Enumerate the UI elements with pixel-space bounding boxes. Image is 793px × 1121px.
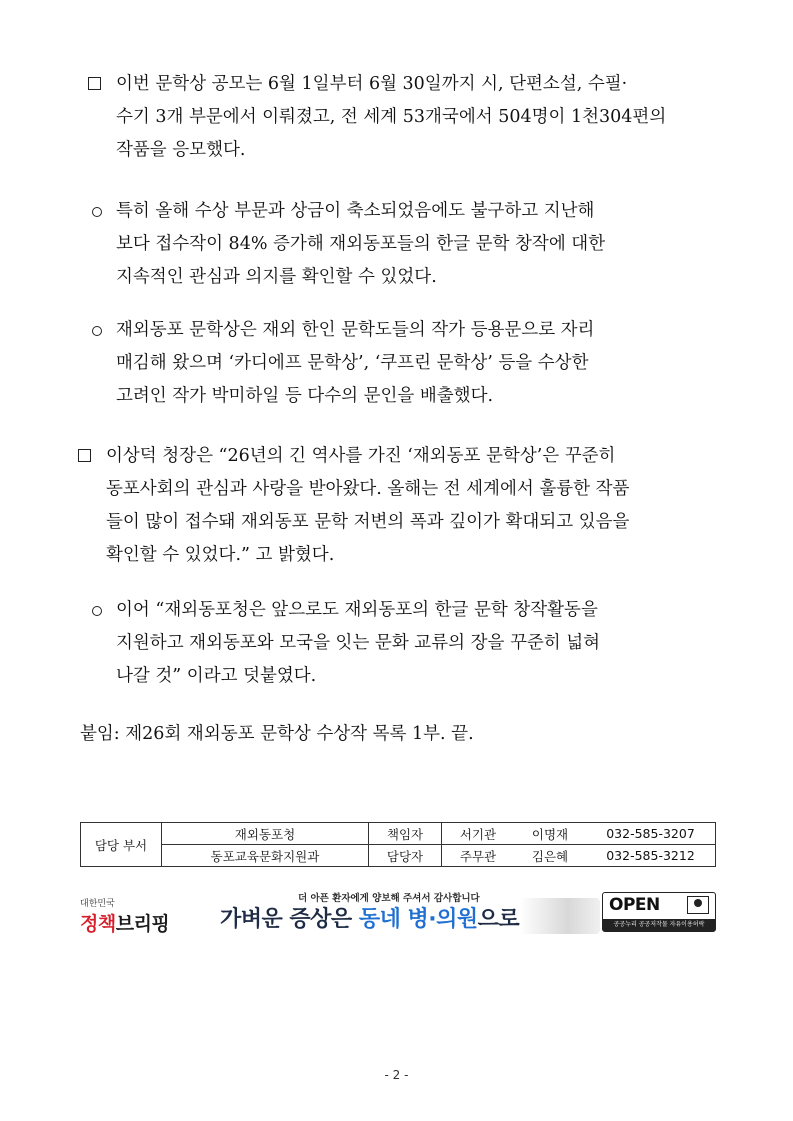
text-line: 재외동포 문학상은 재외 한인 문학도들의 작가 등용문으로 자리 — [116, 320, 595, 340]
name-cell: 김은혜 — [514, 845, 586, 867]
clinic-campaign-banner[interactable] — [220, 888, 660, 940]
paragraph-award-history — [88, 314, 728, 413]
brand-small-text: 대한민국 — [80, 899, 115, 909]
role-cell: 책임자 — [369, 823, 442, 845]
campaign-headline — [220, 902, 519, 933]
text-line: 지원하고 재외동포와 모국을 잇는 문화 교류의 장을 꾸준히 넓혀 — [116, 633, 601, 653]
text-line: 수기 3개 부문에서 이뤄졌고, 전 세계 53개국에서 504명이 1천304편의 — [116, 107, 667, 127]
paragraph-commissioner-quote — [78, 440, 728, 572]
brand-text: 브리핑 — [115, 913, 170, 935]
table-row — [81, 845, 716, 867]
circle-bullet-icon — [88, 594, 108, 628]
circle-bullet-icon — [88, 314, 108, 348]
attachment-note: 붙임: 제26회 재외동포 문학상 수상작 목록 1부. 끝. — [80, 724, 474, 744]
text-line: 고려인 작가 박미하일 등 다수의 문인을 배출했다. — [116, 386, 494, 406]
title-cell: 서기관 — [442, 823, 515, 845]
headline-part: 가벼운 증상은 — [220, 907, 359, 932]
text-line: 이상덕 청장은 “26년의 긴 역사를 가진 ‘재외동포 문학상’은 꾸준히 — [106, 446, 616, 466]
contact-table — [80, 822, 716, 867]
page-number: - 2 - — [384, 1068, 409, 1082]
text-line: 매김해 왔으며 ‘카디에프 문학상’, ‘쿠프린 문학상’ 등을 수상한 — [116, 353, 589, 373]
footer-banner — [80, 888, 720, 940]
text-line: 이어 “재외동포청은 앞으로도 재외동포의 한글 문학 창작활동을 — [116, 600, 598, 620]
text-line: 확인할 수 있었다.” 고 밝혔다. — [106, 545, 335, 565]
org-cell: 동포교육문화지원과 — [162, 845, 369, 867]
paragraph-contest-overview — [88, 68, 728, 167]
square-bullet-icon — [88, 68, 108, 102]
text-line: 들이 많이 접수돼 재외동포 문학 저변의 폭과 깊이가 확대되고 있음을 — [106, 512, 630, 532]
dept-label: 담당 부서 — [81, 823, 162, 867]
text-line: 지속적인 관심과 의지를 확인할 수 있었다. — [116, 267, 437, 287]
org-cell: 재외동포청 — [162, 823, 369, 845]
text-line: 이번 문학상 공모는 6월 1일부터 6월 30일까지 시, 단편소설, 수필· — [116, 74, 628, 94]
campaign-subtitle: 더 아픈 환자에게 양보해 주셔서 감사합니다 — [298, 893, 480, 904]
paragraph-submission-increase — [88, 195, 728, 294]
hospital-illustration-icon — [520, 898, 600, 934]
open-license-badge[interactable] — [602, 892, 716, 932]
circle-bullet-icon — [88, 195, 108, 229]
headline-part: 으로 — [477, 907, 520, 932]
text-line: 특히 올해 수상 부문과 상금이 축소되었음에도 불구하고 지난해 — [116, 201, 595, 221]
role-cell: 담당자 — [369, 845, 442, 867]
text-line: 나갈 것” 이라고 덧붙였다. — [116, 666, 317, 686]
name-cell: 이명재 — [514, 823, 586, 845]
text-line: 동포사회의 관심과 사랑을 받아왔다. 올해는 전 세계에서 훌륭한 작품 — [106, 479, 630, 499]
title-cell: 주무관 — [442, 845, 515, 867]
text-line: 보다 접수작이 84% 증가해 재외동포들의 한글 문학 창작에 대한 — [116, 234, 606, 254]
phone-cell: 032-585-3207 — [586, 823, 716, 845]
text-line: 작품을 응모했다. — [116, 140, 246, 160]
license-caption: 공공누리 공공저작물 자유이용허락 — [603, 919, 715, 931]
open-text: OPEN — [609, 895, 660, 915]
attribution-person-icon — [687, 896, 709, 914]
table-row — [81, 823, 716, 845]
paragraph-future-support — [88, 594, 728, 693]
phone-cell: 032-585-3212 — [586, 845, 716, 867]
headline-highlight: 동네 병·의원 — [358, 907, 478, 932]
brand-text-red: 정책 — [80, 913, 116, 935]
policy-briefing-logo[interactable] — [80, 896, 169, 936]
square-bullet-icon — [78, 440, 98, 474]
